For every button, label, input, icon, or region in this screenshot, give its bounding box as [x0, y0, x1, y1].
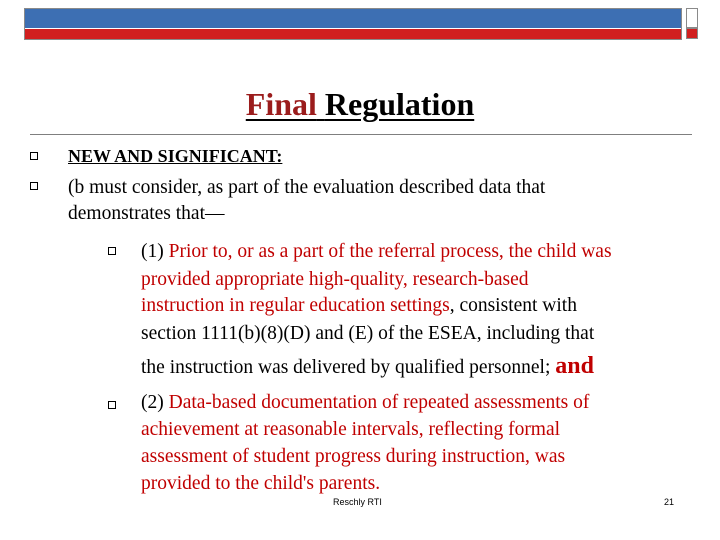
- sub1-line3: [141, 292, 577, 320]
- sub2-line4: provided to the child's parents.: [141, 473, 381, 494]
- corner-box-red: [686, 28, 698, 39]
- sub1-line2: provided appropriate high-quality, research-based: [141, 269, 529, 290]
- bullet2-line1: (b must consider, as part of the evaluation described data that: [68, 177, 546, 198]
- sub1-red-text: instruction in regular education settings: [141, 295, 450, 316]
- title-word-regulation: Regulation: [324, 86, 475, 122]
- footer-page-number: 21: [664, 497, 675, 507]
- sub1-and-word: and: [555, 353, 594, 379]
- sub1-red-text: Prior to, or as a part of the referral process, the child was: [168, 241, 612, 262]
- footer-source: Reschly RTI: [333, 497, 382, 507]
- bullet2-line2: demonstrates that—: [68, 203, 225, 224]
- title-divider: [30, 134, 692, 135]
- sub2-line1: [141, 389, 589, 417]
- bullet-new-and-significant: NEW AND SIGNIFICANT:: [68, 146, 283, 166]
- title-word-final: Final: [245, 86, 317, 122]
- sub2-line3: assessment of student progress during instruction, was: [141, 446, 566, 467]
- sub1-black-text: , consistent with: [449, 295, 577, 316]
- top-bar-red-band: [25, 29, 681, 39]
- top-bar-blue-band: [25, 9, 681, 29]
- sub-bullet-square-icon: [108, 247, 116, 255]
- sub1-line5: [141, 352, 594, 382]
- sub-bullet-square-icon: [108, 401, 116, 409]
- slide-title: [0, 86, 720, 123]
- sub1-line1: [141, 238, 612, 266]
- sub1-number: (1): [141, 241, 169, 262]
- sub2-number: (2): [141, 392, 169, 413]
- sub2-red-text: Data-based documentation of repeated assessments of: [168, 392, 590, 413]
- bullet-square-icon: [30, 182, 38, 190]
- top-decorative-bar: [24, 8, 682, 40]
- corner-box-white: [686, 8, 698, 28]
- bullet-square-icon: [30, 152, 38, 160]
- sub2-line2: achievement at reasonable intervals, reflecting formal: [141, 419, 561, 440]
- sub1-line5-text: the instruction was delivered by qualified personnel;: [141, 357, 556, 378]
- sub1-line4: section 1111(b)(8)(D) and (E) of the ESEA, including that: [141, 323, 595, 344]
